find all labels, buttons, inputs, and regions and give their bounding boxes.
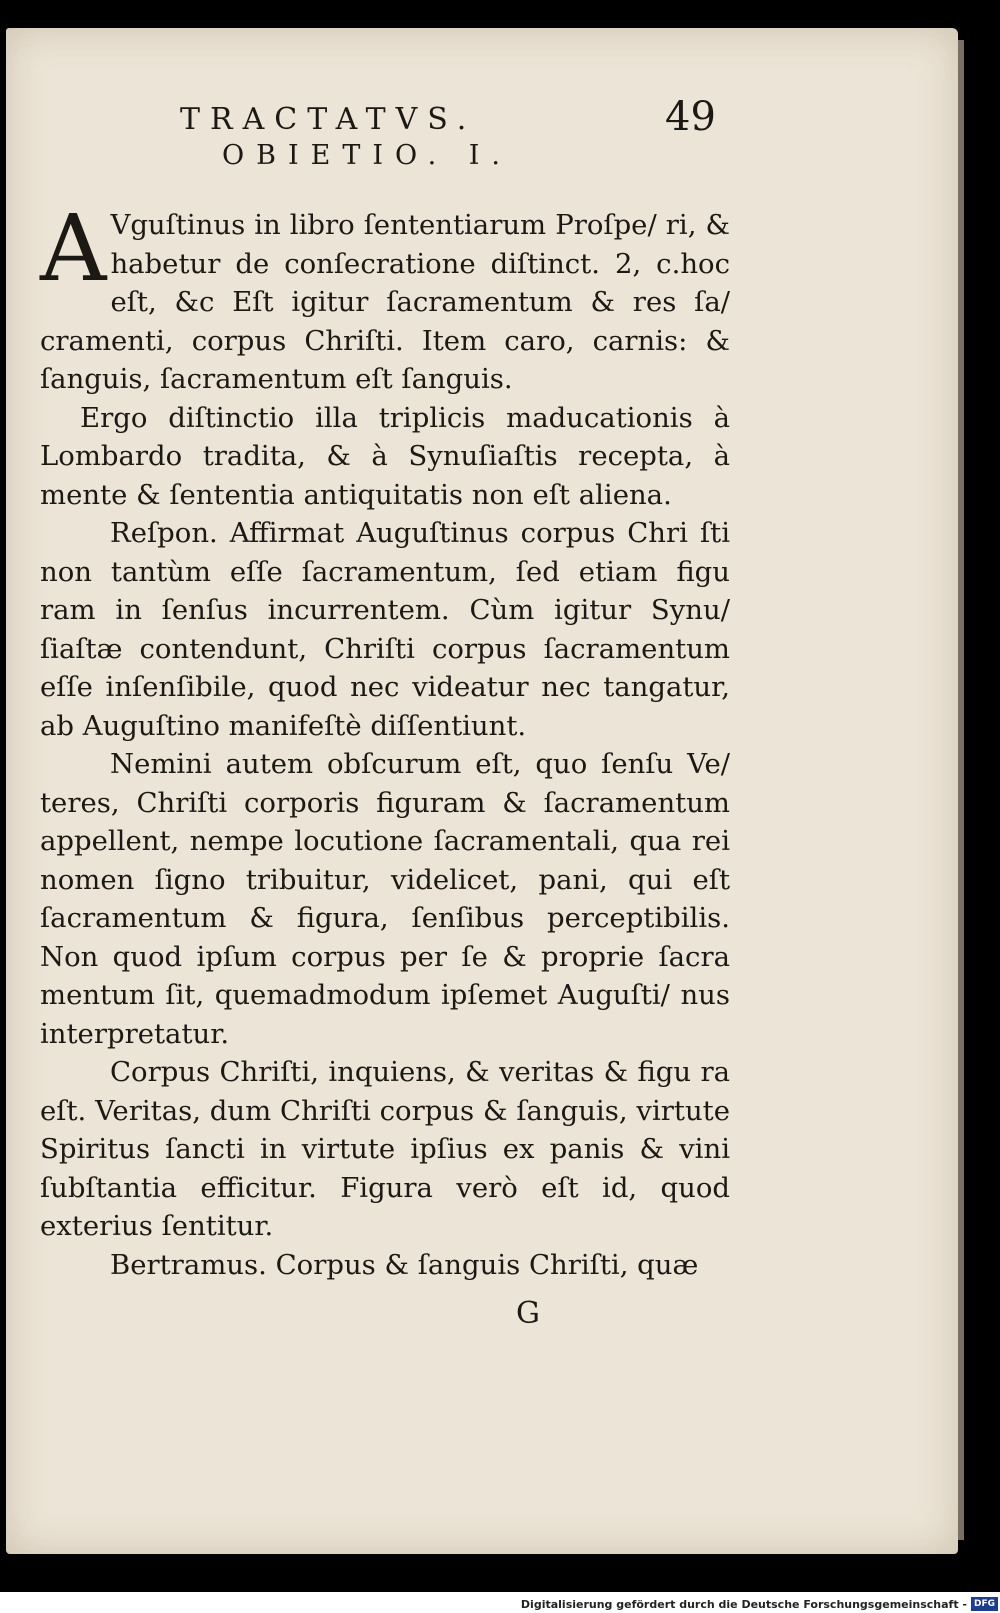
funding-credit: Digitalisierung gefördert durch die Deutsche Forschungsgemeinschaft - xyxy=(520,1597,967,1611)
page-edge xyxy=(958,40,964,1540)
paragraph-1-text: Vguſtinus in libro ſententiarum Proſpe∕ ri, & habetur de conſecratione diſtinct. 2, c.hoc eſt, &c Eſt igitur ſacramentum & res ſa∕ cramenti, corpus Chriſti. Item caro, carnis: & ſanguis, ſacramentum eſt ſanguis. xyxy=(40,209,730,395)
running-head xyxy=(40,88,730,138)
running-title: TRACTATVS. xyxy=(180,102,477,137)
text-block xyxy=(40,88,730,1284)
dfg-logo-icon: DFG xyxy=(971,1597,998,1611)
drop-cap: A xyxy=(40,195,107,302)
paragraph-1 xyxy=(40,195,730,399)
paragraph-6: Bertramus. Corpus & ſanguis Chriſti, quæ xyxy=(110,1248,699,1281)
page-number: 49 xyxy=(665,94,716,140)
book-page xyxy=(6,28,958,1554)
digitization-footer xyxy=(521,1595,1000,1613)
paragraph-4: Nemini autem obſcurum eſt, quo ſenſu Ve∕ teres, Chriſti corporis figuram & ſacramentum appellent, nempe locutione ſacramentali, qua rei nomen ſigno tribuitur, videlicet, pani, qui eſt ſacramentum & figura, ſenſibus perceptibilis. Non quod ipſum corpus per ſe & proprie ſacra mentum ſit, quemadmodum ipſemet Auguſti∕ nus interpretatur. xyxy=(40,748,730,1050)
paragraph-2: Ergo diſtinctio illa triplicis maducationis à Lombardo tradita, & à Synuſiaſtis recepta, à mente & ſententia antiquitatis non eſt aliena. xyxy=(40,401,730,511)
paragraph-3: Reſpon. Affirmat Auguſtinus corpus Chri ſti non tantùm eſſe ſacramentum, ſed etiam figu ram in ſenſus incurrentem. Cùm igitur Synu∕ ſiaſtæ contendunt, Chriſti corpus ſacramentum eſſe inſenſibile, quod nec videatur nec tangatur, ab Auguſtino manifeſtè diſſentiunt. xyxy=(40,517,730,742)
section-heading: OBIETIO. I. xyxy=(222,140,512,171)
signature-mark: G xyxy=(516,1296,540,1331)
paragraph-5: Corpus Chriſti, inquiens, & veritas & figu ra eſt. Veritas, dum Chriſti corpus & ſanguis, virtute Spiritus ſancti in virtute ipſius ex panis & vini ſubſtantia efficitur. Figura verò eſt id, quod exterius ſentitur. xyxy=(40,1056,730,1242)
